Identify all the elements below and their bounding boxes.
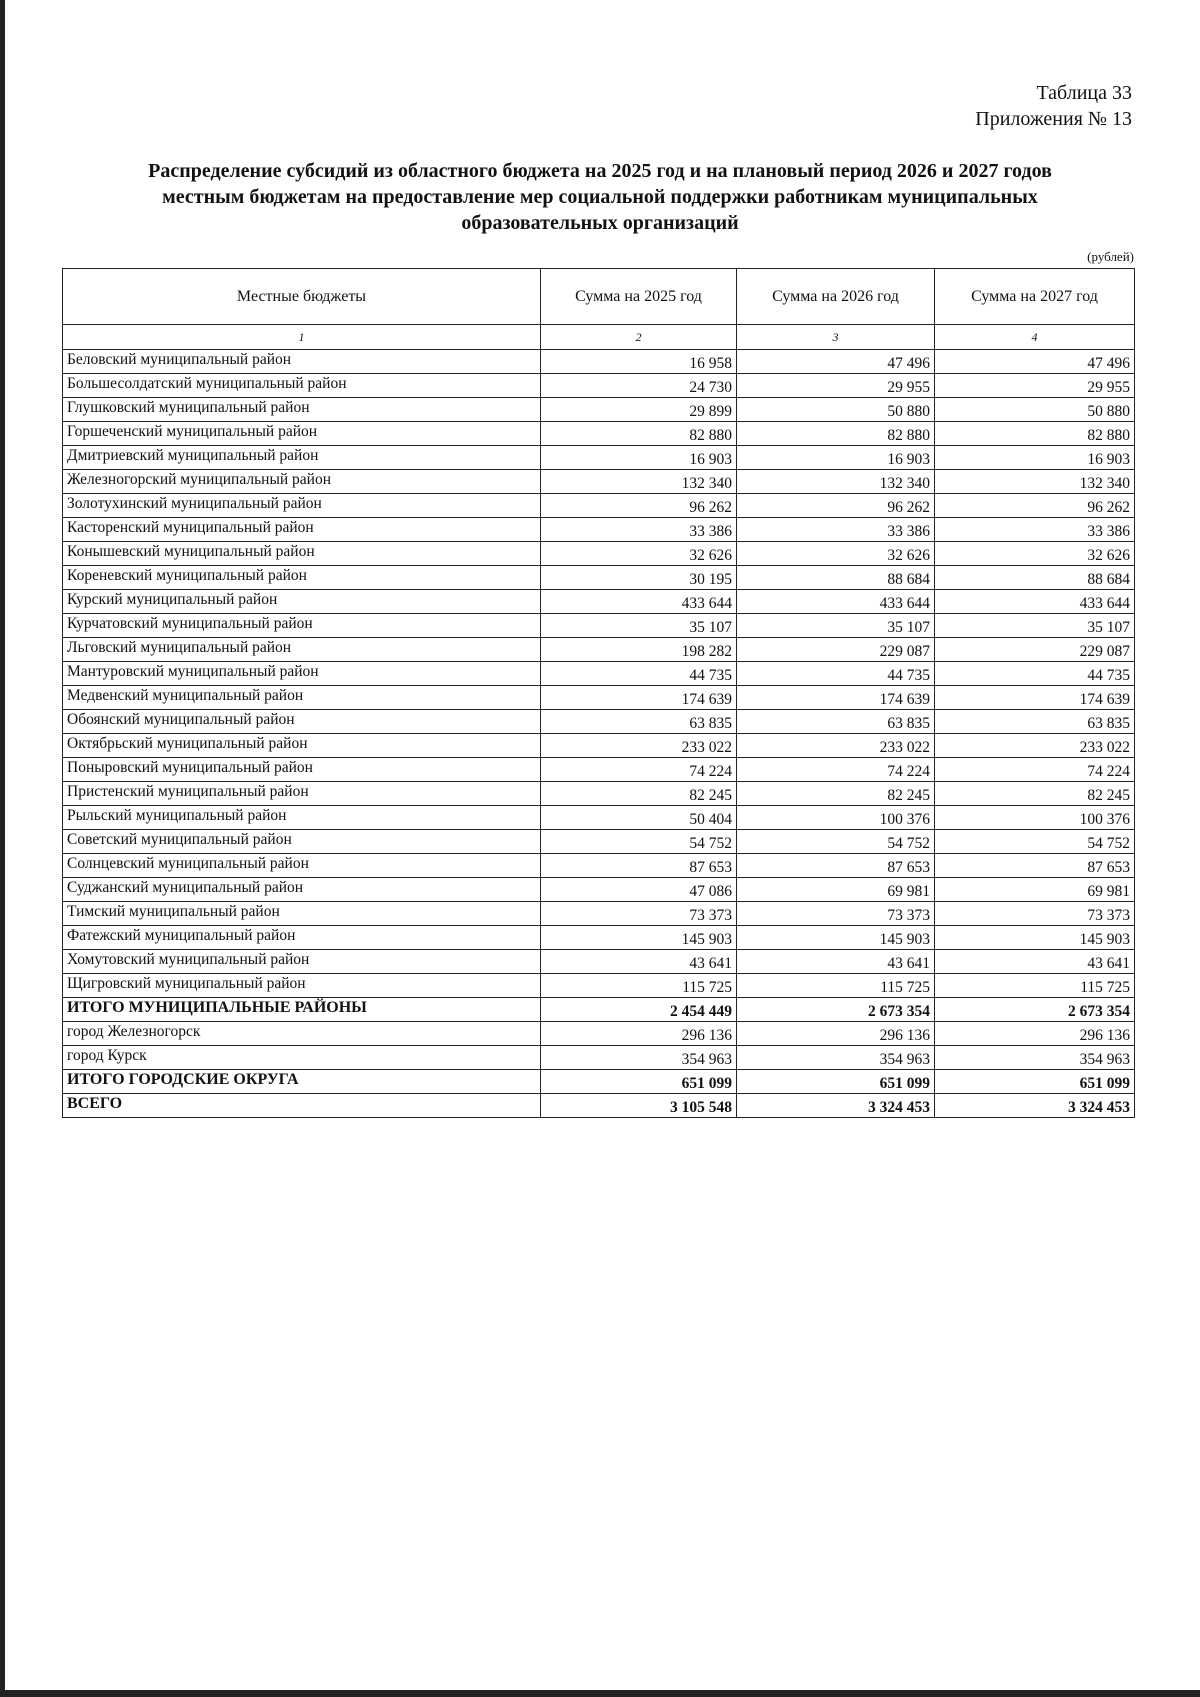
amount-2027-cell: 16 903 — [935, 446, 1135, 470]
amount-2026-cell: 229 087 — [737, 638, 935, 662]
amount-2025-cell: 82 880 — [541, 422, 737, 446]
amount-2027-cell: 50 880 — [935, 398, 1135, 422]
amount-2027-cell: 651 099 — [935, 1070, 1135, 1094]
amount-2027-cell: 43 641 — [935, 950, 1135, 974]
column-header-budgets: Местные бюджеты — [63, 269, 541, 325]
amount-2025-cell: 24 730 — [541, 374, 737, 398]
amount-2027-cell: 44 735 — [935, 662, 1135, 686]
amount-2026-cell: 296 136 — [737, 1022, 935, 1046]
table-row — [63, 974, 1135, 998]
budget-name-cell: ВСЕГО — [63, 1094, 541, 1118]
amount-2026-cell: 43 641 — [737, 950, 935, 974]
amount-2025-cell: 233 022 — [541, 734, 737, 758]
budget-name-cell: Щигровский муниципальный район — [63, 974, 541, 998]
budget-name-cell: Дмитриевский муниципальный район — [63, 446, 541, 470]
amount-2025-cell: 174 639 — [541, 686, 737, 710]
amount-2027-cell: 54 752 — [935, 830, 1135, 854]
budget-name-cell: Глушковский муниципальный район — [63, 398, 541, 422]
amount-2027-cell: 2 673 354 — [935, 998, 1135, 1022]
column-number: 4 — [935, 325, 1135, 350]
table-row — [63, 614, 1135, 638]
budget-name-cell: Кореневский муниципальный район — [63, 566, 541, 590]
table-row — [63, 566, 1135, 590]
amount-2025-cell: 43 641 — [541, 950, 737, 974]
amount-2026-cell: 35 107 — [737, 614, 935, 638]
amount-2026-cell: 69 981 — [737, 878, 935, 902]
amount-2026-cell: 145 903 — [737, 926, 935, 950]
table-row — [63, 806, 1135, 830]
table-row — [63, 398, 1135, 422]
budget-name-cell: Льговский муниципальный район — [63, 638, 541, 662]
budget-name-cell: Хомутовский муниципальный район — [63, 950, 541, 974]
budget-name-cell: Курский муниципальный район — [63, 590, 541, 614]
budget-name-cell: Горшеченский муниципальный район — [63, 422, 541, 446]
budget-name-cell: Курчатовский муниципальный район — [63, 614, 541, 638]
amount-2025-cell: 145 903 — [541, 926, 737, 950]
column-header-2026: Сумма на 2026 год — [737, 269, 935, 325]
budget-name-cell: ИТОГО ГОРОДСКИЕ ОКРУГА — [63, 1070, 541, 1094]
appendix-number: Приложения № 13 — [975, 108, 1132, 130]
amount-2026-cell: 82 245 — [737, 782, 935, 806]
amount-2027-cell: 87 653 — [935, 854, 1135, 878]
budget-name-cell: Большесолдатский муниципальный район — [63, 374, 541, 398]
amount-2027-cell: 47 496 — [935, 350, 1135, 374]
amount-2027-cell: 296 136 — [935, 1022, 1135, 1046]
scan-edge-left — [0, 0, 5, 1697]
amount-2025-cell: 354 963 — [541, 1046, 737, 1070]
table-row — [63, 494, 1135, 518]
amount-2025-cell: 82 245 — [541, 782, 737, 806]
table-row — [63, 446, 1135, 470]
budget-name-cell: Суджанский муниципальный район — [63, 878, 541, 902]
amount-2027-cell: 69 981 — [935, 878, 1135, 902]
table-row — [63, 590, 1135, 614]
budget-name-cell: Мантуровский муниципальный район — [63, 662, 541, 686]
amount-2025-cell: 16 903 — [541, 446, 737, 470]
amount-2025-cell: 198 282 — [541, 638, 737, 662]
amount-2027-cell: 100 376 — [935, 806, 1135, 830]
table-row — [63, 950, 1135, 974]
amount-2025-cell: 32 626 — [541, 542, 737, 566]
amount-2026-cell: 3 324 453 — [737, 1094, 935, 1118]
column-number: 3 — [737, 325, 935, 350]
amount-2025-cell: 29 899 — [541, 398, 737, 422]
budget-name-cell: Беловский муниципальный район — [63, 350, 541, 374]
amount-2027-cell: 32 626 — [935, 542, 1135, 566]
amount-2025-cell: 35 107 — [541, 614, 737, 638]
amount-2026-cell: 50 880 — [737, 398, 935, 422]
table-row — [63, 1022, 1135, 1046]
amount-2026-cell: 32 626 — [737, 542, 935, 566]
amount-2025-cell: 87 653 — [541, 854, 737, 878]
amount-2027-cell: 74 224 — [935, 758, 1135, 782]
budget-name-cell: город Железногорск — [63, 1022, 541, 1046]
budget-name-cell: Октябрьский муниципальный район — [63, 734, 541, 758]
amount-2025-cell: 3 105 548 — [541, 1094, 737, 1118]
amount-2025-cell: 63 835 — [541, 710, 737, 734]
amount-2025-cell: 16 958 — [541, 350, 737, 374]
column-header-2027: Сумма на 2027 год — [935, 269, 1135, 325]
budget-name-cell: Солнцевский муниципальный район — [63, 854, 541, 878]
column-header-2025: Сумма на 2025 год — [541, 269, 737, 325]
table-row — [63, 926, 1135, 950]
amount-2027-cell: 3 324 453 — [935, 1094, 1135, 1118]
budget-name-cell: Советский муниципальный район — [63, 830, 541, 854]
table-row — [63, 662, 1135, 686]
column-numbers-row — [63, 325, 1135, 350]
table-row — [63, 854, 1135, 878]
amount-2026-cell: 100 376 — [737, 806, 935, 830]
table-row — [63, 902, 1135, 926]
budget-name-cell: Поныровский муниципальный район — [63, 758, 541, 782]
amount-2027-cell: 82 880 — [935, 422, 1135, 446]
table-row — [63, 782, 1135, 806]
table-row — [63, 638, 1135, 662]
budget-name-cell: Тимский муниципальный район — [63, 902, 541, 926]
table-row — [63, 710, 1135, 734]
amount-2026-cell: 354 963 — [737, 1046, 935, 1070]
amount-2027-cell: 96 262 — [935, 494, 1135, 518]
table-row — [63, 518, 1135, 542]
amount-2026-cell: 433 644 — [737, 590, 935, 614]
amount-2027-cell: 115 725 — [935, 974, 1135, 998]
budget-name-cell: Железногорский муниципальный район — [63, 470, 541, 494]
amount-2025-cell: 33 386 — [541, 518, 737, 542]
amount-2027-cell: 35 107 — [935, 614, 1135, 638]
budget-name-cell: Золотухинский муниципальный район — [63, 494, 541, 518]
amount-2026-cell: 233 022 — [737, 734, 935, 758]
amount-2026-cell: 16 903 — [737, 446, 935, 470]
amount-2026-cell: 132 340 — [737, 470, 935, 494]
table-row — [63, 830, 1135, 854]
amount-2026-cell: 82 880 — [737, 422, 935, 446]
table-total-row — [63, 998, 1135, 1022]
document-title — [60, 158, 1140, 236]
table-row — [63, 686, 1135, 710]
budget-name-cell: Медвенский муниципальный район — [63, 686, 541, 710]
amount-2026-cell: 63 835 — [737, 710, 935, 734]
amount-2026-cell: 88 684 — [737, 566, 935, 590]
amount-2026-cell: 73 373 — [737, 902, 935, 926]
amount-2027-cell: 29 955 — [935, 374, 1135, 398]
header-row — [63, 269, 1135, 325]
amount-2026-cell: 115 725 — [737, 974, 935, 998]
amount-2025-cell: 47 086 — [541, 878, 737, 902]
table-row — [63, 758, 1135, 782]
amount-2026-cell: 174 639 — [737, 686, 935, 710]
budget-name-cell: город Курск — [63, 1046, 541, 1070]
table-reference — [832, 80, 1132, 132]
amount-2025-cell: 651 099 — [541, 1070, 737, 1094]
table-number: Таблица 33 — [1036, 82, 1132, 104]
amount-2026-cell: 44 735 — [737, 662, 935, 686]
amount-2025-cell: 74 224 — [541, 758, 737, 782]
subsidy-table — [62, 268, 1135, 1118]
title-line-2: местным бюджетам на предоставление мер социальной поддержки работникам муниципальных — [162, 186, 1038, 208]
budget-name-cell: Пристенский муниципальный район — [63, 782, 541, 806]
amount-2027-cell: 82 245 — [935, 782, 1135, 806]
scan-edge-bottom — [0, 1690, 1200, 1697]
table-row — [63, 422, 1135, 446]
column-number: 2 — [541, 325, 737, 350]
amount-2026-cell: 33 386 — [737, 518, 935, 542]
table-row — [63, 470, 1135, 494]
amount-2027-cell: 229 087 — [935, 638, 1135, 662]
amount-2026-cell: 2 673 354 — [737, 998, 935, 1022]
amount-2027-cell: 33 386 — [935, 518, 1135, 542]
amount-2026-cell: 74 224 — [737, 758, 935, 782]
amount-2027-cell: 433 644 — [935, 590, 1135, 614]
amount-2026-cell: 54 752 — [737, 830, 935, 854]
table-total-row — [63, 1070, 1135, 1094]
amount-2025-cell: 96 262 — [541, 494, 737, 518]
unit-label: (рублей) — [1087, 249, 1134, 264]
budget-name-cell: ИТОГО МУНИЦИПАЛЬНЫЕ РАЙОНЫ — [63, 998, 541, 1022]
amount-2025-cell: 44 735 — [541, 662, 737, 686]
amount-2027-cell: 174 639 — [935, 686, 1135, 710]
amount-2027-cell: 73 373 — [935, 902, 1135, 926]
table-row — [63, 1046, 1135, 1070]
table-total-row — [63, 1094, 1135, 1118]
amount-2027-cell: 88 684 — [935, 566, 1135, 590]
table-row — [63, 734, 1135, 758]
amount-2025-cell: 296 136 — [541, 1022, 737, 1046]
column-number: 1 — [63, 325, 541, 350]
budget-name-cell: Конышевский муниципальный район — [63, 542, 541, 566]
amount-2026-cell: 87 653 — [737, 854, 935, 878]
amount-2025-cell: 50 404 — [541, 806, 737, 830]
amount-2025-cell: 54 752 — [541, 830, 737, 854]
amount-2026-cell: 651 099 — [737, 1070, 935, 1094]
title-line-1: Распределение субсидий из областного бюджета на 2025 год и на плановый период 2026 и 2027 годов — [148, 160, 1052, 182]
amount-2027-cell: 63 835 — [935, 710, 1135, 734]
amount-2026-cell: 47 496 — [737, 350, 935, 374]
amount-2027-cell: 145 903 — [935, 926, 1135, 950]
title-line-3: образовательных организаций — [461, 212, 739, 234]
budget-name-cell: Касторенский муниципальный район — [63, 518, 541, 542]
amount-2025-cell: 2 454 449 — [541, 998, 737, 1022]
amount-2026-cell: 29 955 — [737, 374, 935, 398]
amount-2027-cell: 132 340 — [935, 470, 1135, 494]
budget-name-cell: Фатежский муниципальный район — [63, 926, 541, 950]
amount-2027-cell: 233 022 — [935, 734, 1135, 758]
budget-name-cell: Обоянский муниципальный район — [63, 710, 541, 734]
amount-2025-cell: 433 644 — [541, 590, 737, 614]
amount-2025-cell: 115 725 — [541, 974, 737, 998]
amount-2027-cell: 354 963 — [935, 1046, 1135, 1070]
table-row — [63, 374, 1135, 398]
table-row — [63, 878, 1135, 902]
budget-name-cell: Рыльский муниципальный район — [63, 806, 541, 830]
amount-2026-cell: 96 262 — [737, 494, 935, 518]
amount-2025-cell: 73 373 — [541, 902, 737, 926]
table-row — [63, 350, 1135, 374]
amount-2025-cell: 132 340 — [541, 470, 737, 494]
table-row — [63, 542, 1135, 566]
amount-2025-cell: 30 195 — [541, 566, 737, 590]
